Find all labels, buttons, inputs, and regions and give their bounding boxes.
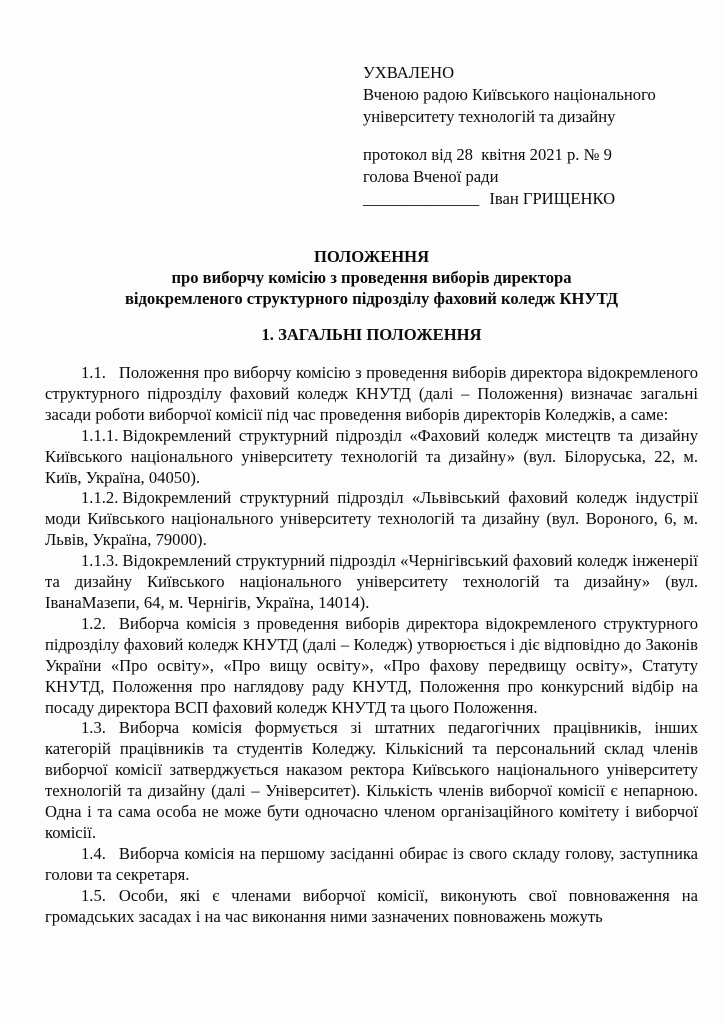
paragraph-number: 1.3.: [81, 718, 106, 738]
paragraph-text: Особи, які є членами виборчої комісії, виконують свої повноваження на громадських засадах і на час виконання ними зазначених повноважень можуть: [45, 885, 698, 926]
approval-signature-row: [363, 188, 698, 210]
paragraph-1-1-1: [45, 426, 698, 489]
signatory-name: Іван ГРИЩЕНКО: [489, 189, 616, 208]
paragraph-text: Відокремлений структурний підрозділ «Львівський фаховий коледж індустрії моди Київського національного університету технологій та дизайну (вул. Вороного, 6, м. Львів, Україна, 79000).: [45, 488, 698, 550]
paragraph-number: 1.1.: [81, 363, 106, 382]
paragraph-1-3: [45, 718, 698, 843]
approval-status: УХВАЛЕНО: [363, 63, 455, 82]
paragraph-text: Виборча комісія на першому засіданні обирає із свого складу голову, заступника голови та секретаря.: [45, 843, 698, 884]
paragraph-1-1-2: [45, 488, 698, 551]
paragraph-text: Виборча комісія формується зі штатних педагогічних працівників, інших категорій працівників та студентів Коледжу. Кількісний та персональний склад членів виборчої комісії затверджується наказом ректора Київського національного університету технологій та дизайну (далі – Університет). Кількість членів виборчої комісії є непарною. Одна і та сама особа не може бути одночасно членом організаційного комітету і виборчої комісії.: [45, 718, 698, 842]
title-line-2: про виборчу комісію з проведення виборів директора: [171, 268, 572, 287]
approval-spacer: [363, 128, 698, 144]
paragraph-text: Відокремлений структурний підрозділ «Чернігівський фаховий коледж інженерії та дизайну Київського національного університету технологій та дизайну» (вул. ІванаМазепи, 64, м. Чернігів, Україна, 14014).: [45, 551, 698, 612]
paragraph-1-5: [45, 886, 698, 928]
approval-chair-line: голова Вченої ради: [363, 167, 499, 186]
approval-council-line1: Вченою радою Київського національного: [363, 85, 656, 104]
section-heading: 1. ЗАГАЛЬНІ ПОЛОЖЕННЯ: [261, 325, 482, 344]
paragraph-text: Виборча комісія з проведення виборів директора відокремленого структурного підрозділу фаховий коледж КНУТД (далі – Коледж) утворюється і діє відповідно до Законів України «Про освіту», «Про вищу освіту», «Про фахову передвищу освіту», Статуту КНУТД, Положення про наглядову раду КНУТД, Положення про конкурсний відбір на посаду директора ВСП фаховий коледж КНУТД та цього Положення.: [45, 613, 698, 717]
approval-block: [363, 62, 698, 210]
paragraph-number: 1.1.3.: [81, 551, 119, 571]
paragraph-number: 1.1.2.: [81, 488, 119, 508]
document-title: [45, 246, 698, 309]
paragraph-number: 1.4.: [81, 843, 106, 863]
approval-protocol: протокол від 28 квітня 2021 р. № 9: [363, 145, 612, 164]
signature-blank-line: ______________: [363, 189, 480, 208]
title-line-1: ПОЛОЖЕННЯ: [313, 247, 430, 266]
paragraph-1-1: [45, 363, 698, 426]
paragraph-number: 1.2.: [81, 613, 106, 633]
paragraph-text: Положення про виборчу комісію з проведення виборів директора відокремленого структурного підрозділу фаховий коледж КНУТД (далі – Положення) визначає загальні засади роботи виборчої комісії під час проведення виборів директорів Коледжів, а саме:: [45, 363, 698, 424]
title-line-3: відокремленого структурного підрозділу фаховий коледж КНУТД: [124, 289, 619, 308]
document-body: [45, 363, 698, 927]
paragraph-1-1-3: [45, 551, 698, 614]
paragraph-1-2: [45, 614, 698, 719]
paragraph-number: 1.5.: [81, 885, 106, 905]
paragraph-text: Відокремлений структурний підрозділ «Фаховий коледж мистецтв та дизайну Київського національного університету технологій та дизайну» (вул. Білоруська, 22, м. Київ, Україна, 04050).: [45, 425, 698, 487]
paragraph-1-4: [45, 844, 698, 886]
paragraph-number: 1.1.1.: [81, 425, 119, 445]
approval-council-line2: університету технологій та дизайну: [363, 107, 616, 126]
